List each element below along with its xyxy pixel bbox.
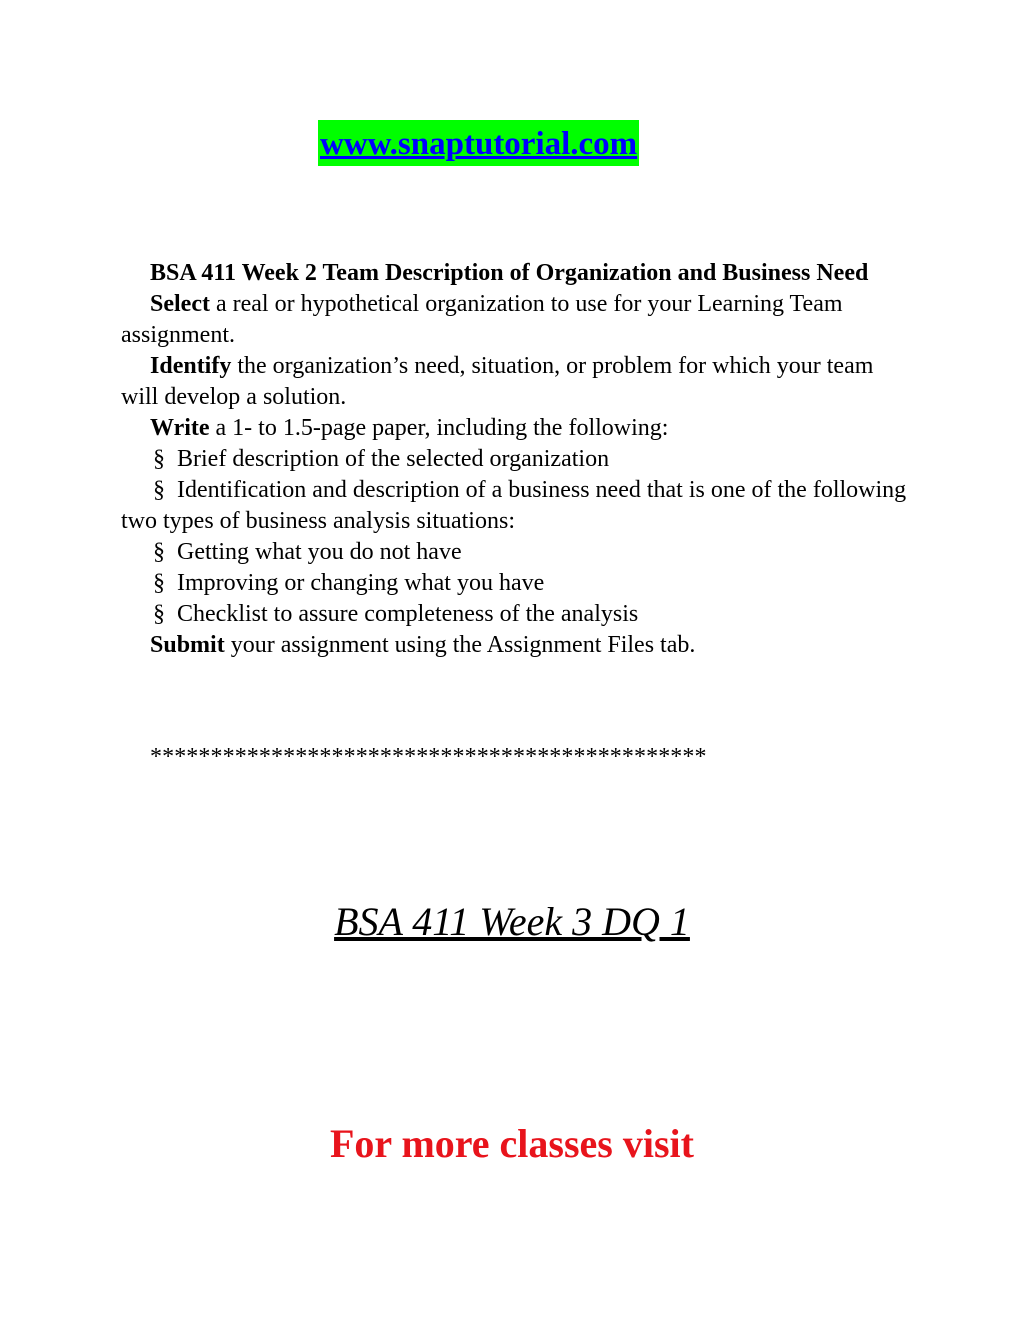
step-text: a 1- to 1.5-page paper, including the following: [209,415,669,441]
step-text: the organization’s need, situation, or problem for which your team will develop a solution. [121,353,874,410]
step-text: your assignment using the Assignment Files tab. [224,632,696,658]
assignment-body [121,258,911,661]
bullet-item: § Improving or changing what you have [121,568,911,599]
section-sign-icon: § [153,601,165,627]
next-heading-text: BSA 411 Week 3 DQ 1 [334,899,690,944]
step-write [121,413,911,444]
bullet-item: § Identification and description of a business need that is one of the following two types of business analysis situations: [121,477,907,534]
step-verb: Submit [150,632,225,658]
next-heading [0,898,1024,945]
step-text: a real or hypothetical organization to use for your Learning Team assignment. [121,291,843,348]
step-submit [121,630,911,661]
step-verb: Write [150,415,210,441]
step-identify [121,351,911,413]
step-select [121,289,911,351]
section-sign-icon: § [153,570,165,596]
section-sign-icon: § [153,477,165,503]
assignment-title: BSA 411 Week 2 Team Description of Organization and Business Need [150,260,869,286]
footer-cta: For more classes visit [329,1121,694,1166]
step-verb: Identify [150,353,232,379]
bullet-item: § Checklist to assure completeness of the analysis [121,599,911,630]
bullet-item: § Brief description of the selected organization [121,444,911,475]
bullet-item: § Getting what you do not have [121,537,911,568]
step-verb: Select [150,291,210,317]
section-sign-icon: § [153,446,165,472]
section-sign-icon: § [153,539,165,565]
separator-line: ********************************************** [150,744,707,770]
site-link[interactable]: www.snaptutorial.com [318,120,639,166]
